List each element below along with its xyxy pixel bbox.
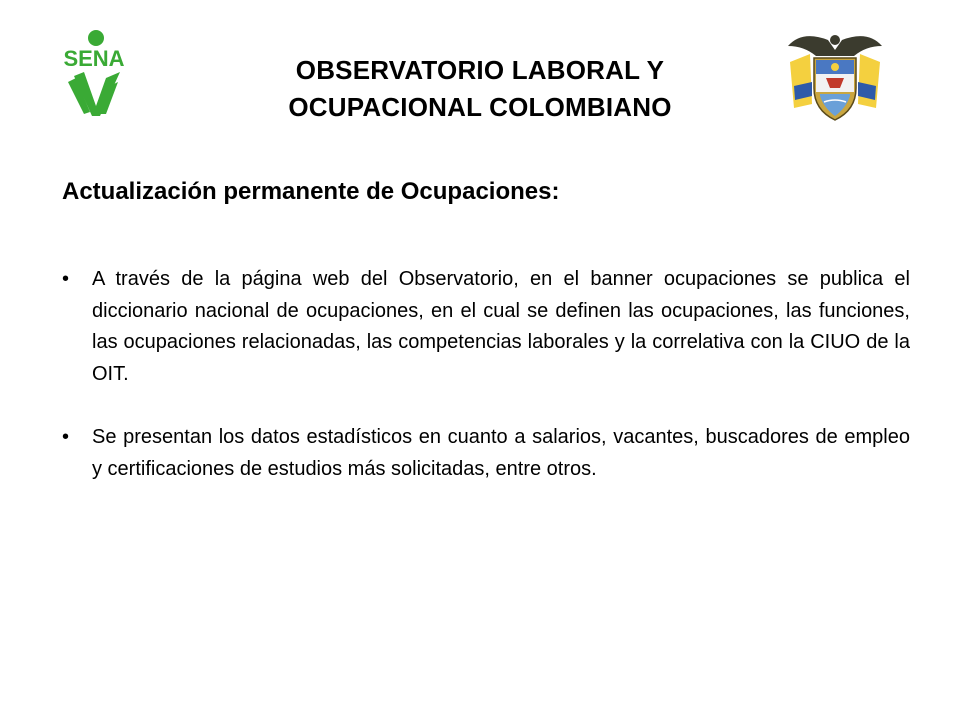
title-line-1: OBSERVATORIO LABORAL Y bbox=[295, 55, 665, 85]
list-item-text: A través de la página web del Observatorio, en el banner ocupaciones se publica el diccionario nacional de ocupaciones, en el cual se definen las ocupaciones, las funciones, las ocupaciones relacionadas, las competencias laborales y la correlativa con la CIUO de la OIT. bbox=[92, 268, 910, 385]
coat-of-arms-logo bbox=[780, 26, 890, 126]
colombia-coat-of-arms-icon bbox=[780, 26, 890, 126]
bullet-dot-icon: • bbox=[62, 268, 70, 290]
sena-logo-text: SENA bbox=[63, 46, 125, 71]
list-item bbox=[62, 264, 910, 390]
bullet-dot-icon: • bbox=[62, 426, 70, 448]
bullet-list bbox=[62, 264, 910, 517]
section-heading: Actualización permanente de Ocupaciones: bbox=[62, 178, 560, 205]
sena-logo bbox=[44, 26, 144, 116]
title-line-2: OCUPACIONAL COLOMBIANO bbox=[288, 92, 672, 122]
page-title bbox=[230, 52, 730, 126]
sena-logo-icon bbox=[44, 26, 144, 116]
list-item-text: Se presentan los datos estadísticos en cuanto a salarios, vacantes, buscadores de empleo y certificaciones de estudios más solicitadas, entre otros. bbox=[92, 426, 910, 480]
list-item bbox=[62, 422, 910, 485]
